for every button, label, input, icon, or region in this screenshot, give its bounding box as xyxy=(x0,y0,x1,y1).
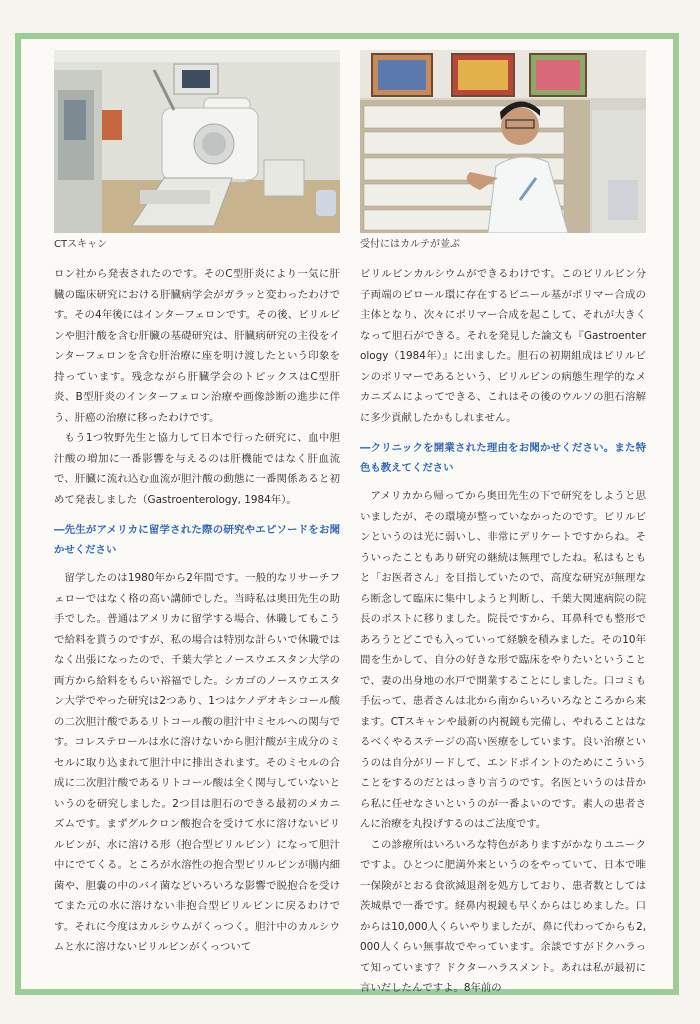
right-paragraph-2: アメリカから帰ってから奥田先生の下で研究をしようと思いましたが、その環境が整っていなかったのです。ビリルビンというのは光に弱いし、非常にデリケートですからね。そういったこともあり研究の継続は無理でしたね。私はもともと「お医者さん」を目指していたので、高度な研究が無理なら断念して臨床に集中しようと判断し、千葉大関連病院の院長のポストに移りました。院長ですから、耳鼻科でも整形であろうとどこでも入っていって経験を積みました。その10年間を生かして、自分の好きな形で臨床をやりたいということで、妻の出身地の水戸で開業することにしました。口コミも手伝って、患者さんは北から南からいろいろなところから来ます。CTスキャンや最新の内視鏡も完備し、やれることはなるべくやるステージの高い医療をしています。良い治療というのは自分がリードして、エンドポイントのためにこういうことをするのだとはっきり言うのです。名医というのは昔から私に任せなさいというのが一番よいのです。素人の患者さんに治療を丸投げするのはご法度です。 xyxy=(360,490,646,830)
left-paragraph-1: ロン社から発表されたのです。そのC型肝炎により一気に肝臓の臨床研究における肝臓病学会がガラッと変わったわけです。その4年後にはインターフェロンです。その後、ビリルビンや胆汁酸を含む肝臓の基礎研究は、肝臓病研究の主役をインターフェロンを含む肝治療に座を明け渡したという印象を持っています。残念ながら肝臓学会のトピックスはC型肝炎、B型肝炎のインターフェロン治療や画像診断の進歩に伴う、肝癌の治療に移ったわけです。 xyxy=(54,268,340,424)
right-paragraph-3: この診療所はいろいろな特色がありますがかなりユニークですよ。ひとつに肥満外来というのをやっていて、日本で唯一保険がとおる食欲減退剤を処方しており、患者数としては茨城県で一番です。経鼻内視鏡も早くからはじめました。口からは10,000人くらいやりましたが、鼻に代わってからも2,000人くらい無事故でやっています。余談ですがドクハラって知っています？ドクターハラスメント。あれは私が最初に言いだしたんですよ。8年前の xyxy=(360,838,646,994)
right-photo-caption: 受付にはカルテが並ぶ xyxy=(360,239,460,250)
right-column xyxy=(360,50,646,999)
reception-photo xyxy=(360,50,646,233)
right-section-heading: ―クリニックを開業された理由をお聞かせください。また特色も教えてください xyxy=(360,442,646,474)
left-article-text xyxy=(54,264,340,958)
left-column xyxy=(54,50,340,958)
left-paragraph-3: 留学したのは1980年から2年間です。一般的なリサーチフェローではなく格の高い講師でした。当時私は奥田先生の助手でした。普通はアメリカに留学する場合、休職してもこうで給料を貰うのですが、私の場合は特別な計らいで休職ではなく出張になったので、千葉大学とノースウエスタン大学の両方から給料をもらい裕福でした。シカゴのノースウエスタン大学でやった研究は2つあり、1つはケノデオキシコール酸の二次胆汁酸であるリトコール酸の胆汁中ミセルへの関与です。コレステロールは水に溶けないから胆汁酸が主成分のミセルに取り込まれて胆汁中に排出されます。そのミセルの合成に二次胆汁酸であるリトコール酸は全く関与していないというのを研究しました。2つ目は胆石のできる最初のメカニズムです。まずグルクロン酸抱合を受けて水に溶けないビリルビンが、水に溶ける形（抱合型ビリルビン）になって胆汁中にでてくる。ところが水溶性の抱合型ビリルビンが腸内細菌や、胆嚢の中のバイ菌などいろいろな影響で脱抱合を受けてまた元の水に溶けない非抱合型ビリルビンに戻るわけです。それに今度はカルシウムがくっつく。胆汁中のカルシウムと水に溶けないビリルビンがくっついて xyxy=(54,572,340,953)
right-paragraph-1: ビリルビンカルシウムができるわけです。このビリルビン分子両端のピロール環に存在するビニール基がポリマー合成の主体となり、次々にポリマー合成を起こして、それが大きくなって胆石ができる。それを発見した論文も『Gastroenterology（1984年）』に出ました。胆石の初期組成はビリルビンのポリマーであるという、ビリルビンの病態生理学的なメカニズムによってできる、これはその後のウルソの胆石溶解に多少貢献したかもしれません。 xyxy=(360,268,646,424)
left-photo-caption: CTスキャン xyxy=(54,239,108,250)
left-paragraph-2: もう1つ牧野先生と協力して日本で行った研究に、血中胆汁酸の増加に一番影響を与えるのは肝機能ではなく肝血流で、肝臓に流れ込む血流が胆汁酸の動態に一番関係あると初めて発表しました（Gastroenterology, 1984年）。 xyxy=(54,432,340,506)
left-section-heading: ―先生がアメリカに留学された際の研究やエピソードをお聞かせください xyxy=(54,524,340,556)
reception-image xyxy=(360,50,646,233)
right-article-text xyxy=(360,264,646,999)
ct-scanner-photo xyxy=(54,50,340,233)
ct-scanner-image xyxy=(54,50,340,233)
